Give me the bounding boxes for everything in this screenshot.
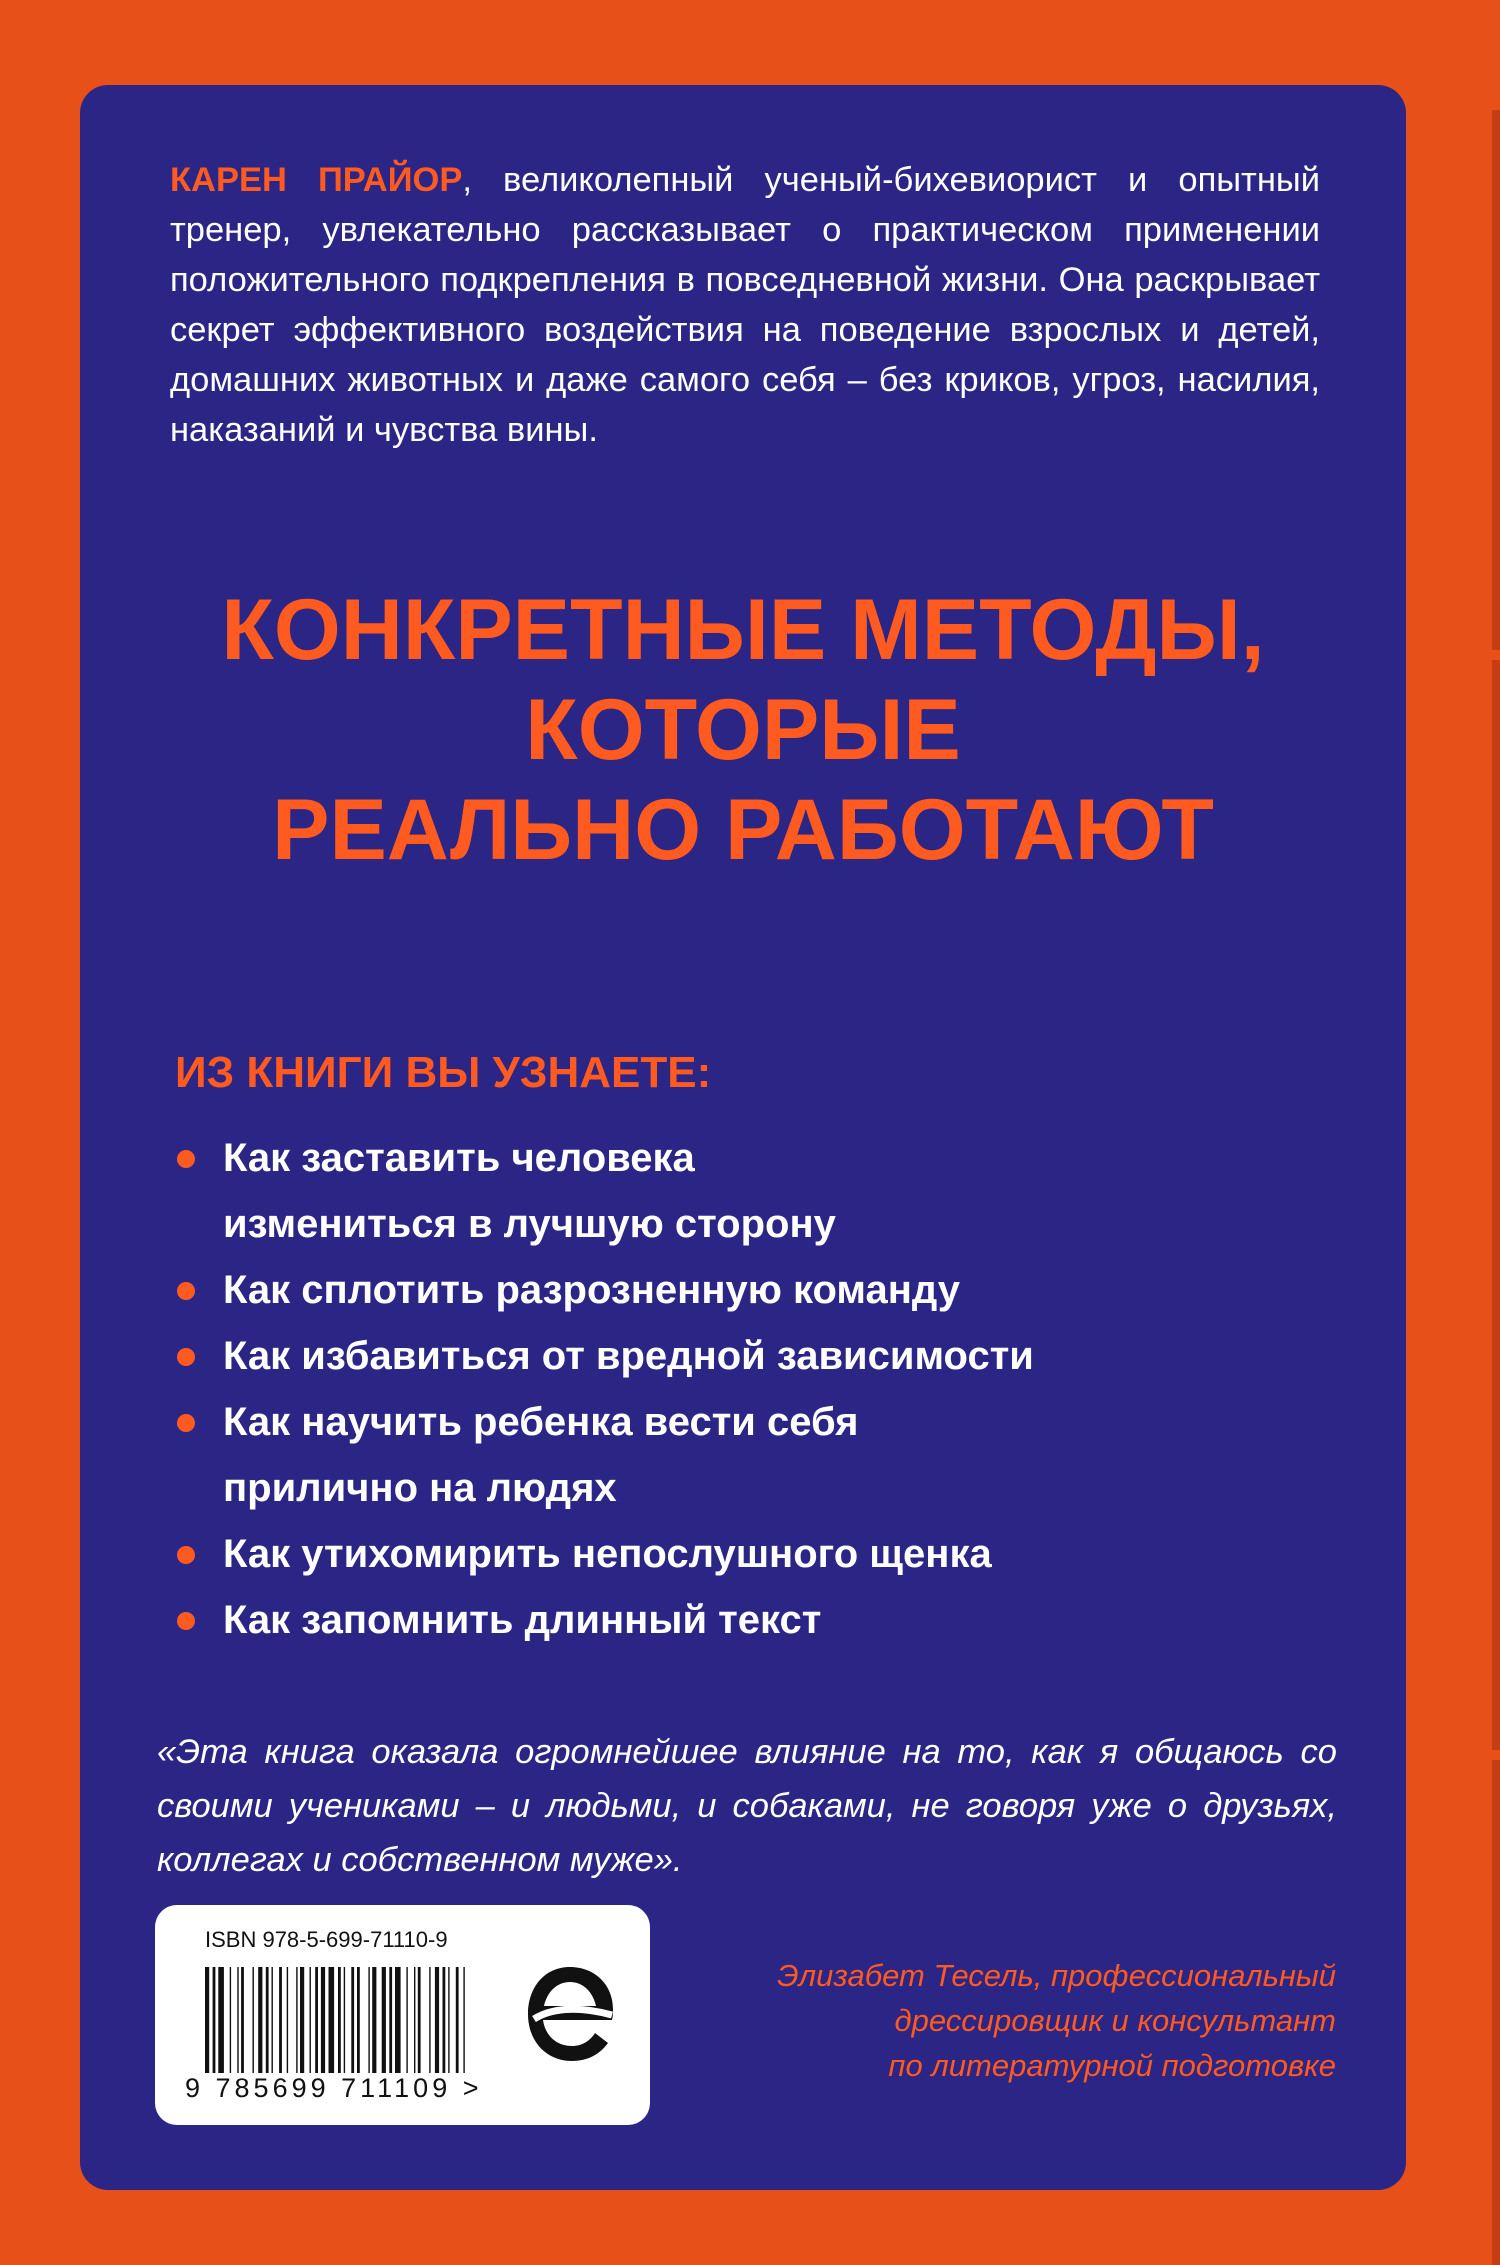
- headline-line: РЕАЛЬНО РАБОТАЮТ: [272, 782, 1214, 878]
- barcode-bar: [253, 1967, 254, 2073]
- right-edge-mark: [1492, 110, 1500, 650]
- barcode-bar: [237, 1967, 238, 2073]
- headline-line: КОТОРЫЕ: [525, 682, 961, 778]
- list-item: [175, 1125, 1325, 1257]
- bullet-dot-icon: [177, 1348, 195, 1366]
- barcode-bar: [205, 1967, 209, 2073]
- list-item: [175, 1521, 1325, 1587]
- bullet-dot-icon: [177, 1546, 195, 1564]
- list-item-text: Как заставить человека: [223, 1136, 695, 1180]
- barcode-bar: [429, 1967, 430, 2073]
- list-item-text: измениться в лучшую сторону: [223, 1202, 836, 1246]
- list-item: [175, 1257, 1325, 1323]
- barcode-bar: [357, 1967, 360, 2073]
- barcode-bar: [266, 1967, 269, 2073]
- bullet-dot-icon: [177, 1414, 195, 1432]
- list-item: [175, 1587, 1325, 1653]
- attribution-line: дрессировщик и консультант: [894, 2003, 1336, 2038]
- learn-heading: ИЗ КНИГИ ВЫ УЗНАЕТЕ:: [175, 1048, 712, 1097]
- barcode-bar: [296, 1967, 297, 2073]
- barcode-bar: [315, 1967, 318, 2073]
- barcode-bar: [463, 1967, 464, 2073]
- bullet-dot-icon: [177, 1612, 195, 1630]
- barcode-bar: [382, 1967, 386, 2073]
- list-item-text: прилично на людях: [223, 1466, 617, 1510]
- barcode-bar: [310, 1967, 311, 2073]
- attribution-line: Элизабет Тесель, профессиональный: [777, 1958, 1336, 1993]
- barcode-digits: 9 785699 711109 >: [185, 2073, 483, 2103]
- learn-list: [175, 1125, 1325, 1653]
- isbn-label: ISBN 978-5-699-71110-9: [205, 1927, 448, 1952]
- barcode-bar: [395, 1967, 401, 2073]
- bullet-dot-icon: [177, 1282, 195, 1300]
- barcode-bar: [230, 1967, 231, 2073]
- barcode-bar: [435, 1967, 439, 2073]
- list-item-text: Как научить ребенка вести себя: [223, 1400, 859, 1444]
- barcode-bar: [213, 1967, 216, 2073]
- list-item-text: Как утихомирить непослушного щенка: [223, 1532, 992, 1576]
- barcode-bar: [368, 1967, 369, 2073]
- barcode-bar: [448, 1967, 449, 2073]
- barcode-bar: [338, 1967, 341, 2073]
- back-cover-panel: [80, 85, 1406, 2190]
- barcode-bar: [456, 1967, 459, 2073]
- barcode-bar: [218, 1967, 224, 2073]
- barcode-bar: [279, 1967, 282, 2073]
- barcode-bar: [321, 1967, 325, 2073]
- barcode-bar: [300, 1967, 304, 2073]
- eksmo-e-logo-icon: [520, 1957, 620, 2072]
- right-edge-mark: [1492, 660, 1500, 1750]
- barcode-bar: [406, 1967, 407, 2073]
- barcode-box: [155, 1905, 650, 2125]
- barcode-bar: [372, 1967, 376, 2073]
- barcode-bar: [418, 1967, 421, 2073]
- intro-text: , великолепный ученый-бихевиорист и опытный тренер, увлекательно рассказывает о практическом применении положительного подкрепления в повседневной жизни. Она раскрывает секрет эффективного воздействия на поведение взрослых и детей, домашних животных и даже самого себя – без криков, угроз, насилия, наказаний и чувства вины.: [170, 161, 1320, 449]
- barcode-bar: [443, 1967, 446, 2073]
- list-item: [175, 1323, 1325, 1389]
- list-item-text: Как запомнить длинный текст: [223, 1598, 822, 1642]
- barcode-icon: [203, 1967, 473, 2077]
- barcode-bar: [287, 1967, 288, 2073]
- headline: [80, 580, 1406, 880]
- testimonial-quote: «Эта книга оказала огромнейшее влияние на то, как я общаюсь со своими учениками – и людьми, и собаками, не говоря уже о друзьях, коллегах и собственном муже».: [157, 1733, 1337, 1879]
- quote-attribution: [777, 1953, 1336, 2088]
- barcode-bar: [344, 1967, 345, 2073]
- barcode-bar: [389, 1967, 392, 2073]
- list-item-text: Как избавиться от вредной зависимости: [223, 1334, 1034, 1378]
- intro-paragraph: [170, 155, 1320, 455]
- author-name: КАРЕН ПРАЙОР: [170, 161, 463, 199]
- headline-line: КОНКРЕТНЫЕ МЕТОДЫ,: [221, 582, 1265, 678]
- bullet-dot-icon: [177, 1150, 195, 1168]
- barcode-bar: [272, 1967, 273, 2073]
- right-edge-mark: [1492, 1760, 1500, 2265]
- attribution-line: по литературной подготовке: [888, 2048, 1336, 2083]
- barcode-bar: [351, 1967, 354, 2073]
- list-item: [175, 1389, 1325, 1521]
- barcode-bar: [414, 1967, 415, 2073]
- barcode-bar: [258, 1967, 262, 2073]
- barcode-bar: [329, 1967, 335, 2073]
- list-item-text: Как сплотить разрозненную команду: [223, 1268, 960, 1312]
- barcode-bar: [241, 1967, 244, 2073]
